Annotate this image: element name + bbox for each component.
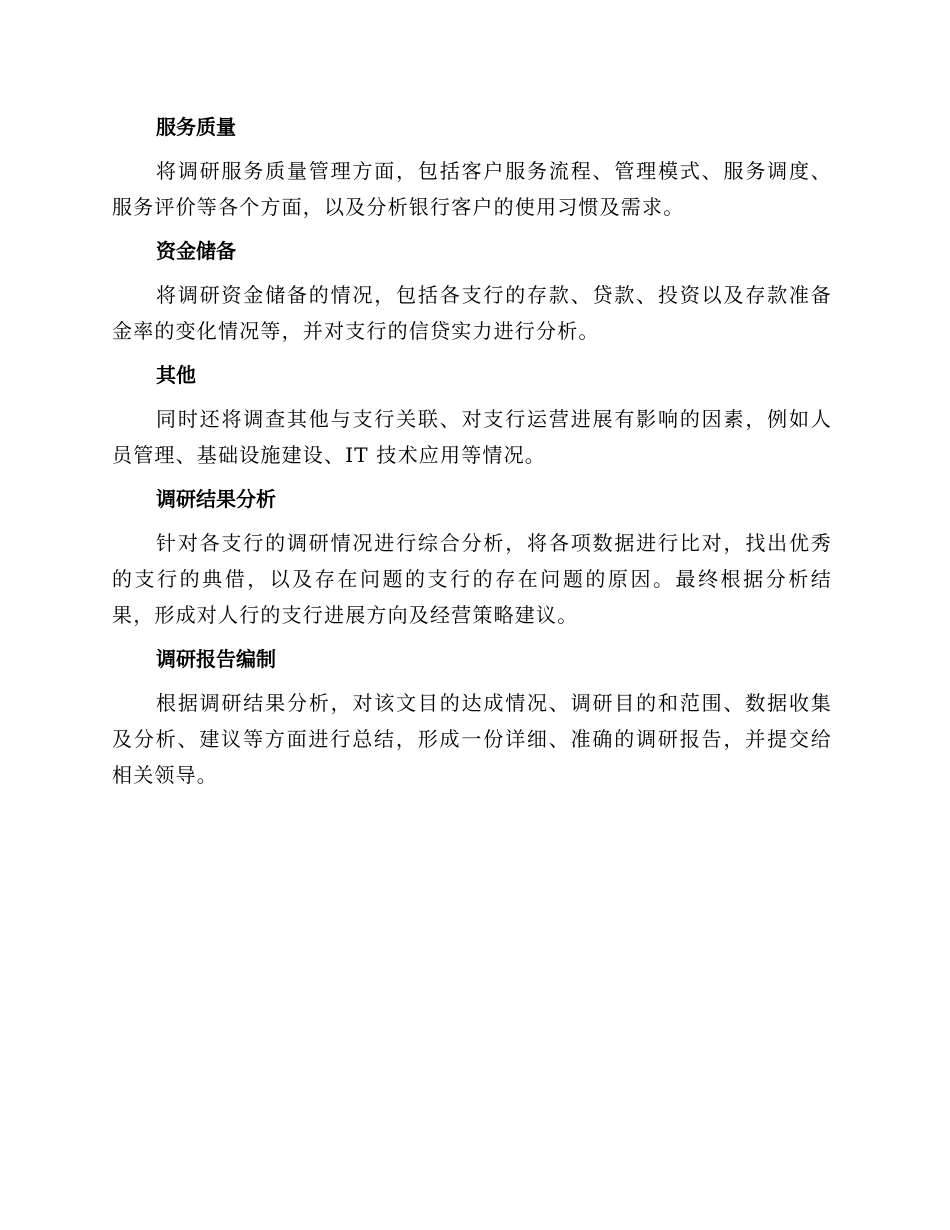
section-heading: 资金储备 (156, 239, 236, 263)
section-heading: 服务质量 (156, 115, 236, 139)
document-page (112, 109, 832, 801)
section-paragraph: 同时还将调查其他与支行关联、对支行运营进展有影响的因素，例如人员管理、基础设施建设、IT 技术应用等情况。 (112, 407, 832, 467)
section-paragraph: 将调研资金储备的情况，包括各支行的存款、贷款、投资以及存款准备金率的变化情况等，并对支行的信贷实力进行分析。 (112, 283, 832, 343)
section-capital-reserve (112, 233, 832, 349)
section-paragraph: 根据调研结果分析，对该文目的达成情况、调研目的和范围、数据收集及分析、建议等方面进行总结，形成一份详细、准确的调研报告，并提交给相关领导。 (112, 691, 832, 787)
section-heading: 调研结果分析 (156, 487, 276, 511)
section-paragraph: 将调研服务质量管理方面，包括客户服务流程、管理模式、服务调度、服务评价等各个方面，以及分析银行客户的使用习惯及需求。 (112, 159, 832, 219)
section-heading: 调研报告编制 (156, 647, 276, 671)
section-service-quality (112, 109, 832, 225)
section-report-compilation (112, 641, 832, 793)
section-result-analysis (112, 481, 832, 633)
section-other (112, 357, 832, 473)
section-paragraph: 针对各支行的调研情况进行综合分析，将各项数据进行比对，找出优秀的支行的典借，以及存在问题的支行的存在问题的原因。最终根据分析结果，形成对人行的支行进展方向及经营策略建议。 (112, 531, 832, 627)
section-heading: 其他 (156, 363, 196, 387)
